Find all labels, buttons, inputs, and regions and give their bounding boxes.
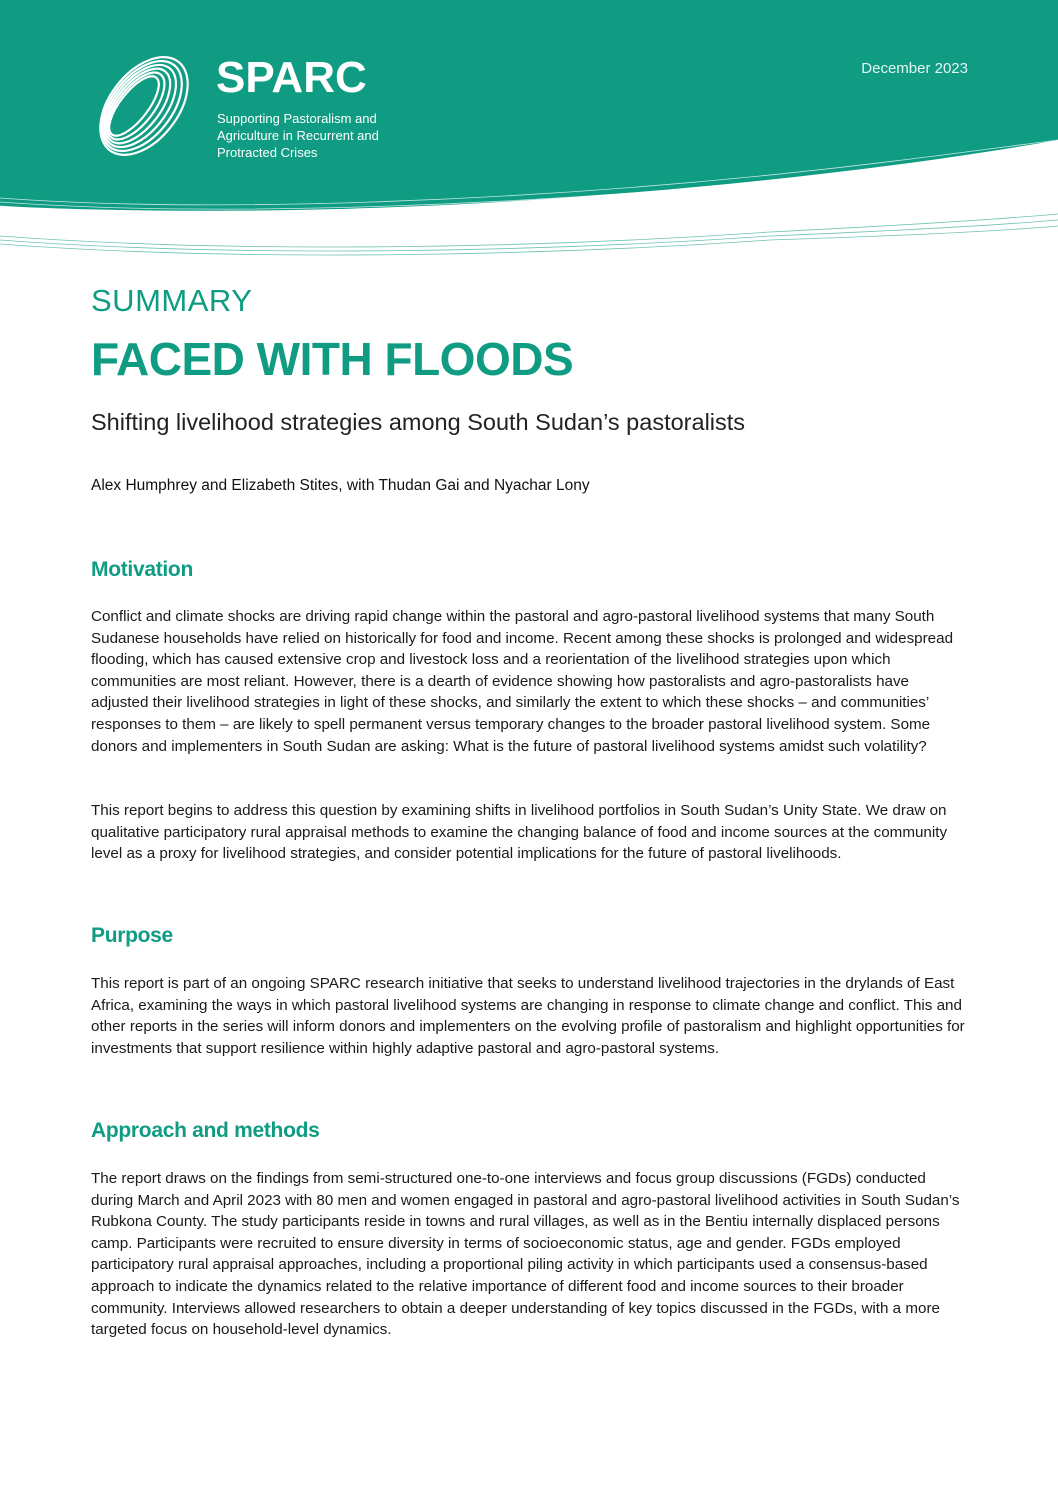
header-band bbox=[0, 0, 1058, 270]
page-title: FACED WITH FLOODS bbox=[91, 333, 574, 385]
motivation-paragraph-1: Conflict and climate shocks are driving rapid change within the pastoral and agro-pastoral livelihood systems that many South Sudanese households have relied on historically for food and income. Recent among these shocks is prolonged and widespread flooding, which has caused extensive crop and livestock loss and a reorientation of the livelihood strategies upon which communities are most reliant. However, there is a dearth of evidence showing how pastoralists and agro-pastoralists have adjusted their livelihood strategies in light of these shocks, and similarly the extent to which these shocks – and communities’ responses to them – are likely to spell permanent versus temporary changes to the broader pastoral livelihood system. Some donors and implementers in South Sudan are asking: What is the future of pastoral livelihood systems amidst such volatility? bbox=[91, 608, 954, 755]
sparc-logo-icon bbox=[80, 44, 208, 168]
section-heading-purpose: Purpose bbox=[91, 924, 173, 947]
motivation-paragraph-2: This report begins to address this question by examining shifts in livelihood portfolios in South Sudan’s Unity State. We draw on qualitative participatory rural appraisal methods to examine the changing balance of food and income sources at the community level as a proxy for livelihood strategies, and consider potential implications for the future of pastoral livelihoods. bbox=[91, 802, 948, 863]
authors-line: Alex Humphrey and Elizabeth Stites, with Thudan Gai and Nyachar Lony bbox=[91, 477, 590, 494]
purpose-paragraph: This report is part of an ongoing SPARC research initiative that seeks to understand livelihood trajectories in the drylands of East Africa, examining the ways in which pastoral livelihood systems are changing in response to climate change and conflict. This and other reports in the series will inform donors and implementers on the evolving profile of pastoralism and highlight opportunities for investments that support resilience within highly adaptive pastoral and agro-pastoral systems. bbox=[91, 975, 965, 1057]
page-subtitle: Shifting livelihood strategies among South Sudan’s pastoralists bbox=[91, 409, 746, 435]
summary-label: SUMMARY bbox=[91, 283, 253, 318]
logo-tagline: Supporting Pastoralism and Agriculture in Recurrent and Protracted Crises bbox=[217, 111, 379, 160]
publication-date: December 2023 bbox=[861, 60, 968, 77]
logo-name: SPARC bbox=[216, 53, 367, 102]
section-heading-approach: Approach and methods bbox=[91, 1119, 320, 1142]
section-heading-motivation: Motivation bbox=[91, 558, 193, 581]
approach-paragraph: The report draws on the findings from semi-structured one-to-one interviews and focus group discussions (FGDs) conducted during March and April 2023 with 80 men and women engaged in pastoral and agro-pastoral livelihood activities in South Sudan’s Rubkona County. The study participants reside in towns and rural villages, as well as in the Bentiu internally displaced persons camp. Participants were recruited to ensure diversity in terms of socioeconomic status, age and gender. FGDs employed participatory rural appraisal approaches, including a proportional piling activity in which participants used a consensus-based approach to indicate the dynamics related to the relative importance of different food and income sources to their broader community. Interviews allowed researchers to obtain a deeper understanding of key topics discussed in the FGDs, with a more targeted focus on household-level dynamics. bbox=[91, 1170, 960, 1339]
